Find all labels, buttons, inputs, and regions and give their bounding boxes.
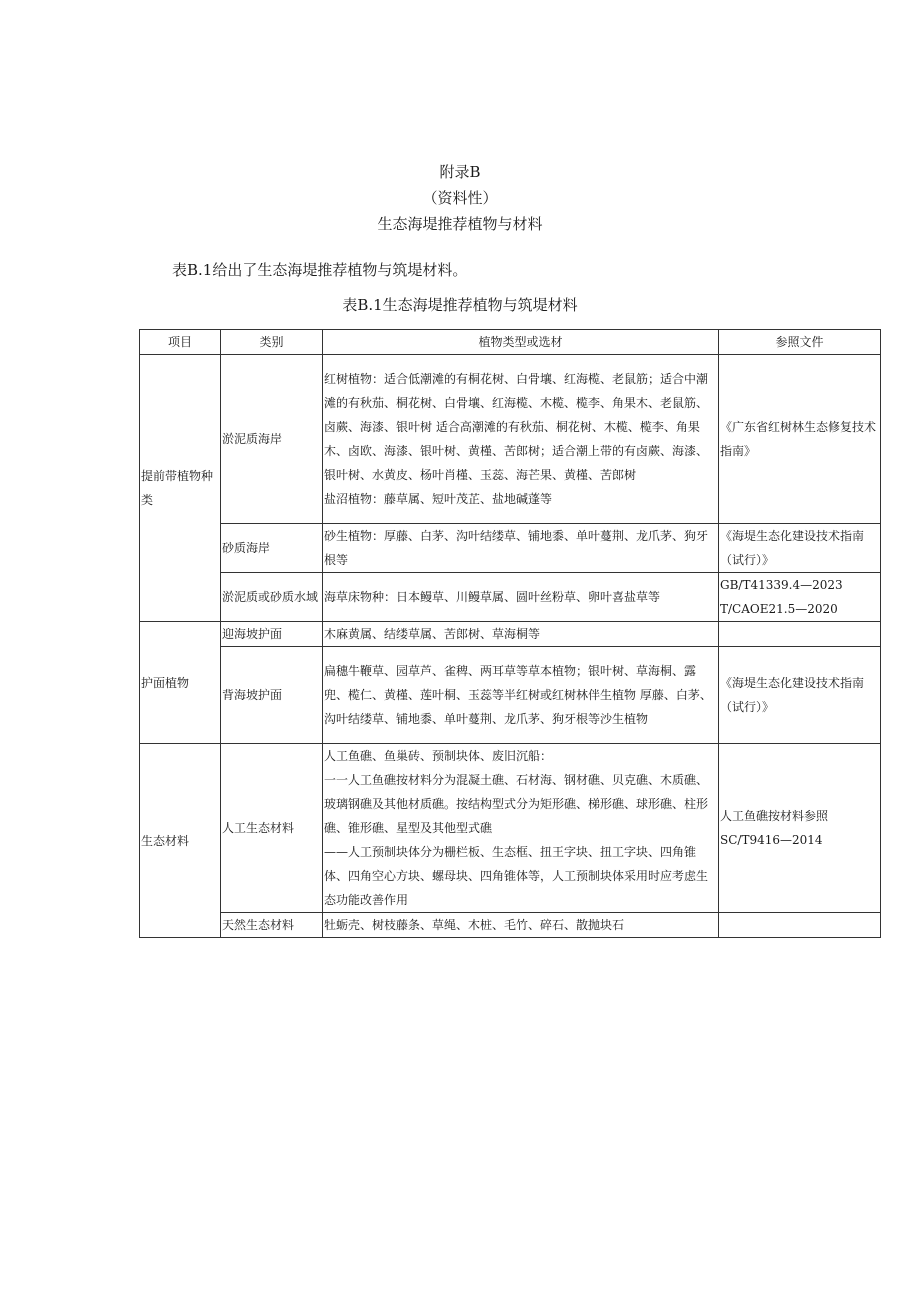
- reference-cell: 《广东省红树林生态修复技术指南》: [719, 355, 881, 524]
- table-row: [140, 622, 881, 647]
- content-text: 红树植物：适合低潮滩的有桐花树、白骨壤、红海榄、老鼠筋；适合中潮滩的有秋茄、桐花树、白骨壤、红海榄、木榄、榄李、角果木、老鼠筋、卤蕨、海漆、银叶树 适合高潮滩的有秋茄、桐花树、木榄、榄李、角果木、卤欧、海漆、银叶树、黄槿、苦郎树；适合潮上带的有卤蕨、海漆、银叶树、水黄皮、杨叶肖槿、玉蕊、海芒果、黄槿、苦郎树: [324, 372, 709, 482]
- appendix-title: 生态海堤推荐植物与材料: [377, 215, 543, 233]
- content-cell: 扁穗牛鞭草、园草芦、雀稗、两耳草等草本植物；银叶树、草海桐、露兜、榄仁、黄槿、莲叶桐、玉蕊等半红树或红树林伴生植物 厚藤、白茅、沟叶结缕草、铺地黍、单叶蔓荆、龙爪茅、狗牙根等沙生植物: [323, 647, 719, 744]
- category-cell: 淤泥质或砂质水域: [221, 573, 323, 622]
- category-cell: 人工生态材料: [221, 744, 323, 913]
- content-text: 盐沼植物：藤草属、短叶茂芷、盐地碱蓬等: [324, 492, 553, 506]
- plants-materials-table: [139, 329, 881, 938]
- category-cell: 背海坡护面: [221, 647, 323, 744]
- appendix-nature: （资料性）: [422, 189, 498, 207]
- content-text: 一一人工鱼礁按材料分为混凝土礁、石材海、钢材礁、贝克礁、木质礁、玻璃钢礁及其他材质礁。按结构型式分为矩形礁、梯形礁、球形礁、柱形礁、锥形礁、星型及其他型式礁: [324, 773, 709, 835]
- header-content: 植物类型或选材: [323, 330, 719, 355]
- appendix-label: 附录B: [439, 163, 481, 181]
- reference-cell: 《海堤生态化建设技术指南（试行）》: [719, 524, 881, 573]
- table-row: [140, 744, 881, 913]
- table-row: [140, 524, 881, 573]
- content-cell: 砂生植物：厚藤、白茅、沟叶结缕草、铺地黍、单叶蔓荆、龙爪茅、狗牙根等: [323, 524, 719, 573]
- reference-text: SC/T9416—2014: [720, 833, 823, 847]
- table-header-row: [140, 330, 881, 355]
- category-cell: 砂质海岸: [221, 524, 323, 573]
- reference-cell: [719, 744, 881, 913]
- reference-text: T/CAOE21.5—2020: [720, 602, 838, 616]
- group-cell: 护面植物: [140, 622, 221, 744]
- category-cell: 天然生态材料: [221, 913, 323, 938]
- table-caption: 表B.1生态海堤推荐植物与筑堤材料: [342, 296, 578, 314]
- content-text: ——人工预制块体分为栅栏板、生态框、扭王字块、扭工字块、四角锥体、四角空心方块、螺母块、四角锥体等，人工预制块体采用时应考虑生态功能改善作用: [324, 845, 709, 907]
- header-category: 类别: [221, 330, 323, 355]
- table-row: [140, 647, 881, 744]
- category-cell: 迎海坡护面: [221, 622, 323, 647]
- reference-cell: [719, 573, 881, 622]
- reference-text: GB/T41339.4—2023: [720, 578, 843, 592]
- reference-cell: [719, 913, 881, 938]
- header-reference: 参照文件: [719, 330, 881, 355]
- reference-cell: 《海堤生态化建设技术指南（试行）》: [719, 647, 881, 744]
- content-cell: 牡蛎壳、树枝藤条、草绳、木桩、毛竹、碎石、散抛块石: [323, 913, 719, 938]
- content-cell: 海草床物种：日本鳗草、川鳗草属、圆叶丝粉草、卵叶喜盐草等: [323, 573, 719, 622]
- header-item: 项目: [140, 330, 221, 355]
- content-text: 人工鱼礁、鱼巢砖、预制块体、废旧沉船：: [324, 749, 553, 763]
- group-cell: 生态材料: [140, 744, 221, 938]
- content-cell: [323, 744, 719, 913]
- reference-cell: [719, 622, 881, 647]
- content-cell: [323, 355, 719, 524]
- table-row: [140, 355, 881, 524]
- content-cell: 木麻黄属、结缕草属、苦郎树、草海桐等: [323, 622, 719, 647]
- category-cell: 淤泥质海岸: [221, 355, 323, 524]
- reference-text: 人工鱼礁按材料参照: [720, 809, 829, 823]
- table-row: [140, 913, 881, 938]
- table-row: [140, 573, 881, 622]
- group-cell: 提前带植物种类: [140, 355, 221, 622]
- intro-paragraph: 表B.1给出了生态海堤推荐植物与筑堤材料。: [172, 261, 468, 279]
